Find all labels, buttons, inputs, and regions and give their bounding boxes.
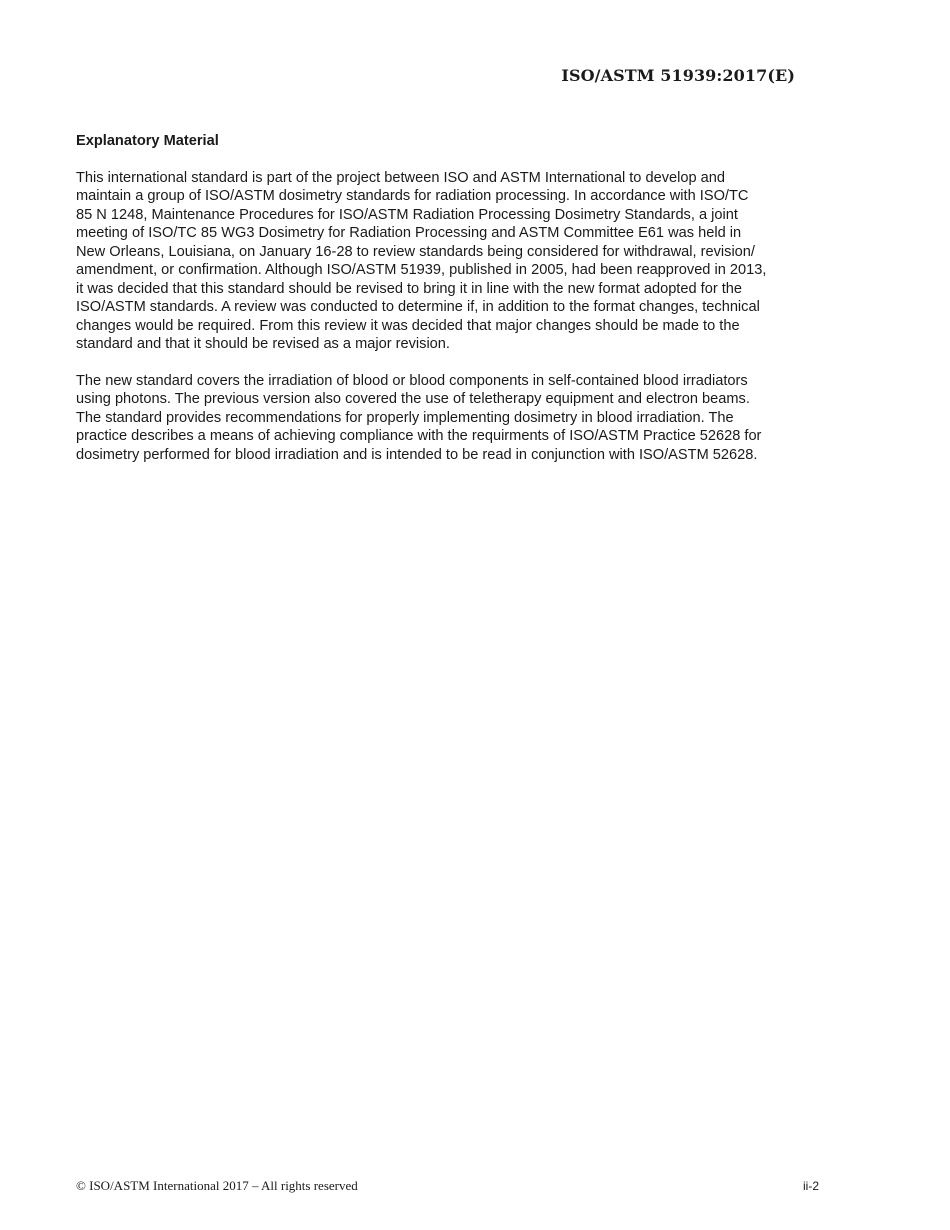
page-number: ii-2 xyxy=(802,1179,819,1193)
paragraph-2 xyxy=(76,372,826,465)
paragraph-line: maintain a group of ISO/ASTM dosimetry standards for radiation processing. In accordance with ISO/TC xyxy=(76,188,749,204)
paragraph-line: changes would be required. From this review it was decided that major changes should be made to the xyxy=(76,317,740,334)
copyright-notice: © ISO/ASTM International 2017 – All rights reserved xyxy=(76,1178,358,1193)
paragraph-line: ISO/ASTM standards. A review was conducted to determine if, in addition to the format changes, technical xyxy=(76,299,760,315)
paragraph-line: The new standard covers the irradiation of blood or blood components in self-contained blood irradiators xyxy=(76,372,748,389)
paragraph-line: it was decided that this standard should be revised to bring it in line with the new format adopted for the xyxy=(76,280,743,297)
paragraph-1 xyxy=(76,169,826,354)
paragraph-line: practice describes a means of achieving compliance with the requirments of ISO/ASTM Practice 52628 for xyxy=(76,428,762,444)
paragraph-line: 85 N 1248, Maintenance Procedures for ISO/ASTM Radiation Processing Dosimetry Standards, a joint xyxy=(76,206,738,223)
paragraph-line: This international standard is part of the project between ISO and ASTM International to develop and xyxy=(76,169,726,186)
paragraph-line: amendment, or confirmation. Although ISO/ASTM 51939, published in 2005, had been reapproved in 2013, xyxy=(76,262,767,278)
paragraph-line: meeting of ISO/TC 85 WG3 Dosimetry for Radiation Processing and ASTM Committee E61 was held in xyxy=(76,225,742,241)
document-identifier: ISO/ASTM 51939:2017(E) xyxy=(561,66,795,85)
paragraph-line: New Orleans, Louisiana, on January 16-28 to review standards being considered for withdrawal, revision/ xyxy=(76,243,755,260)
paragraph-line: dosimetry performed for blood irradiation and is intended to be read in conjunction with ISO/ASTM 52628. xyxy=(76,446,758,463)
paragraph-line: using photons. The previous version also covered the use of teletherapy equipment and electron beams. xyxy=(76,391,750,407)
document-body xyxy=(76,132,826,482)
section-heading: Explanatory Material xyxy=(76,133,219,149)
paragraph-line: standard and that it should be revised as a major revision. xyxy=(76,336,450,352)
paragraph-line: The standard provides recommendations for properly implementing dosimetry in blood irradiation. The xyxy=(76,409,734,426)
